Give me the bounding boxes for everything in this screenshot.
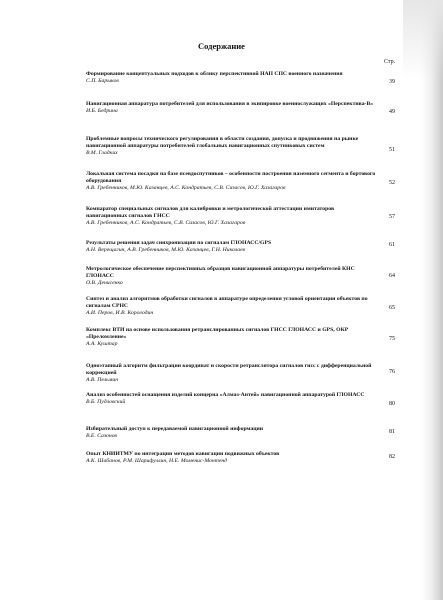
- toc-entry-authors: В.М. Гладких: [86, 150, 118, 157]
- toc-entry-title: Метрологическое обеспечение перспективных образцов навигационной аппаратуры потребителей КНС ГЛОНАСС: [86, 266, 355, 280]
- toc-entry: [86, 71, 376, 85]
- toc-entry-title: Опыт КНИИТМУ по интеграции методов навигации подвижных объектов: [86, 451, 280, 457]
- toc-entry: [86, 451, 376, 465]
- toc-entry-authors: В.Е. Сазонов: [86, 433, 118, 440]
- toc-entry-title: Формирование концептуальных подходов к облику перспективной НАП СПС военного назначения: [86, 71, 343, 77]
- toc-entry: [86, 240, 376, 254]
- toc-entry-page: 64: [389, 273, 395, 279]
- toc-entry-authors: А.И. Перов, И.В. Королодин: [86, 310, 154, 317]
- toc-entry-page: 76: [389, 369, 395, 375]
- toc-entry-page: 65: [389, 305, 395, 311]
- toc-entry-title: Анализ особенностей оснащения изделий концерна «Алмаз-Антей» навигационной аппаратурой ГЛОНАСС: [86, 392, 365, 398]
- toc-entry-authors: И.Б. Бедрина: [86, 108, 118, 115]
- toc-entry-page: 80: [389, 401, 395, 407]
- toc-entry-authors: А.А. Куштар: [86, 341, 118, 348]
- toc-entry-page: 81: [389, 429, 395, 435]
- toc-entry-authors: А.Н. Верещагин, А.В. Гребенников, М.Ю. Казанцев, Г.Н. Николаев: [86, 247, 246, 254]
- page-column-header: Стр.: [384, 59, 396, 65]
- toc-entry-authors: В.Б. Пудловский: [86, 399, 126, 406]
- toc-entry-authors: С.П. Барыков: [86, 78, 119, 85]
- scan-shadow-corner: [403, 0, 443, 80]
- toc-entry-title: Одноэтапный алгоритм фильтрации координат и скорости ретранслятора сигналов гнсс с дифференциальной коррекцией: [86, 363, 372, 377]
- toc-entry-page: 75: [389, 336, 395, 342]
- toc-entry-page: 51: [389, 147, 395, 153]
- toc-entry-title: Компаратор специальных сигналов для калибровки и метрологической аттестации имитаторов навигационных сигналов ГНСС: [86, 206, 335, 220]
- toc-entry-title: Локальная система посадки на базе псевдоспутников – особенности построения наземного сегмента и бортового оборудования: [86, 171, 376, 185]
- toc-entry: [86, 426, 376, 440]
- toc-entry-authors: А.В. Гребенников, М.Ю. Казанцев, А.С. Кондратьев, С.В. Сизасов, Ю.Г. Хазагаров: [86, 185, 286, 192]
- toc-entry: [86, 171, 376, 193]
- toc-entry-title: Результаты решения задач синхронизации по сигналам ГЛОНАСС/GPS: [86, 240, 272, 246]
- toc-entry-title: Проблемные вопросы технического регулирования в области создания, допуска и продвижения на рынке навигационной аппаратуры потребителей глобальных навигационных спутниковых систем: [86, 136, 359, 150]
- toc-entry: [86, 136, 376, 158]
- scan-shadow-edge: [421, 0, 443, 600]
- toc-entry-title: Комплекс ВТИ на основе использования ретранслированных сигналов ГНСС ГЛОНАСС и GPS, ОКР «Преломление»: [86, 327, 349, 341]
- toc-entry-title: Синтез и анализ алгоритмов обработки сигналов в аппаратуре определения угловой ориентации объектов по сигналам СРНС: [86, 296, 368, 310]
- toc-entry: [86, 327, 376, 349]
- toc-entry: [86, 392, 376, 406]
- toc-entry: [86, 296, 376, 318]
- toc-entry: [86, 206, 376, 228]
- toc-entry-authors: А.В. Гребенников, А.С. Кондратьев, С.В. Сизасов, Ю.Г. Хазагаров: [86, 220, 246, 227]
- toc-entry-title: Навигационная аппаратура потребителей для использования в экипировке военнослужащих «Перспектива-В»: [86, 101, 374, 107]
- toc-entry-page: 61: [389, 242, 395, 248]
- toc-entry-authors: А.В. Пельмин: [86, 377, 119, 384]
- toc-entry: [86, 266, 376, 288]
- toc-entry-page: 57: [389, 214, 395, 220]
- toc-entry: [86, 363, 376, 385]
- page-title: Содержание: [198, 41, 245, 51]
- toc-entry-page: 82: [389, 454, 395, 460]
- toc-entry-page: 39: [389, 79, 395, 85]
- toc-entry-authors: А.К. Шабанов, Р.М. Шарифуллин, Н.Е. Моменис-Монтенд: [86, 458, 228, 465]
- toc-entry: [86, 101, 376, 115]
- toc-entry-page: 52: [389, 180, 395, 186]
- toc-entry-page: 49: [389, 109, 395, 115]
- toc-entry-authors: О.В. Денисенко: [86, 280, 123, 287]
- toc-entry-title: Избирательный доступ к передаваемой навигационной информации: [86, 426, 264, 432]
